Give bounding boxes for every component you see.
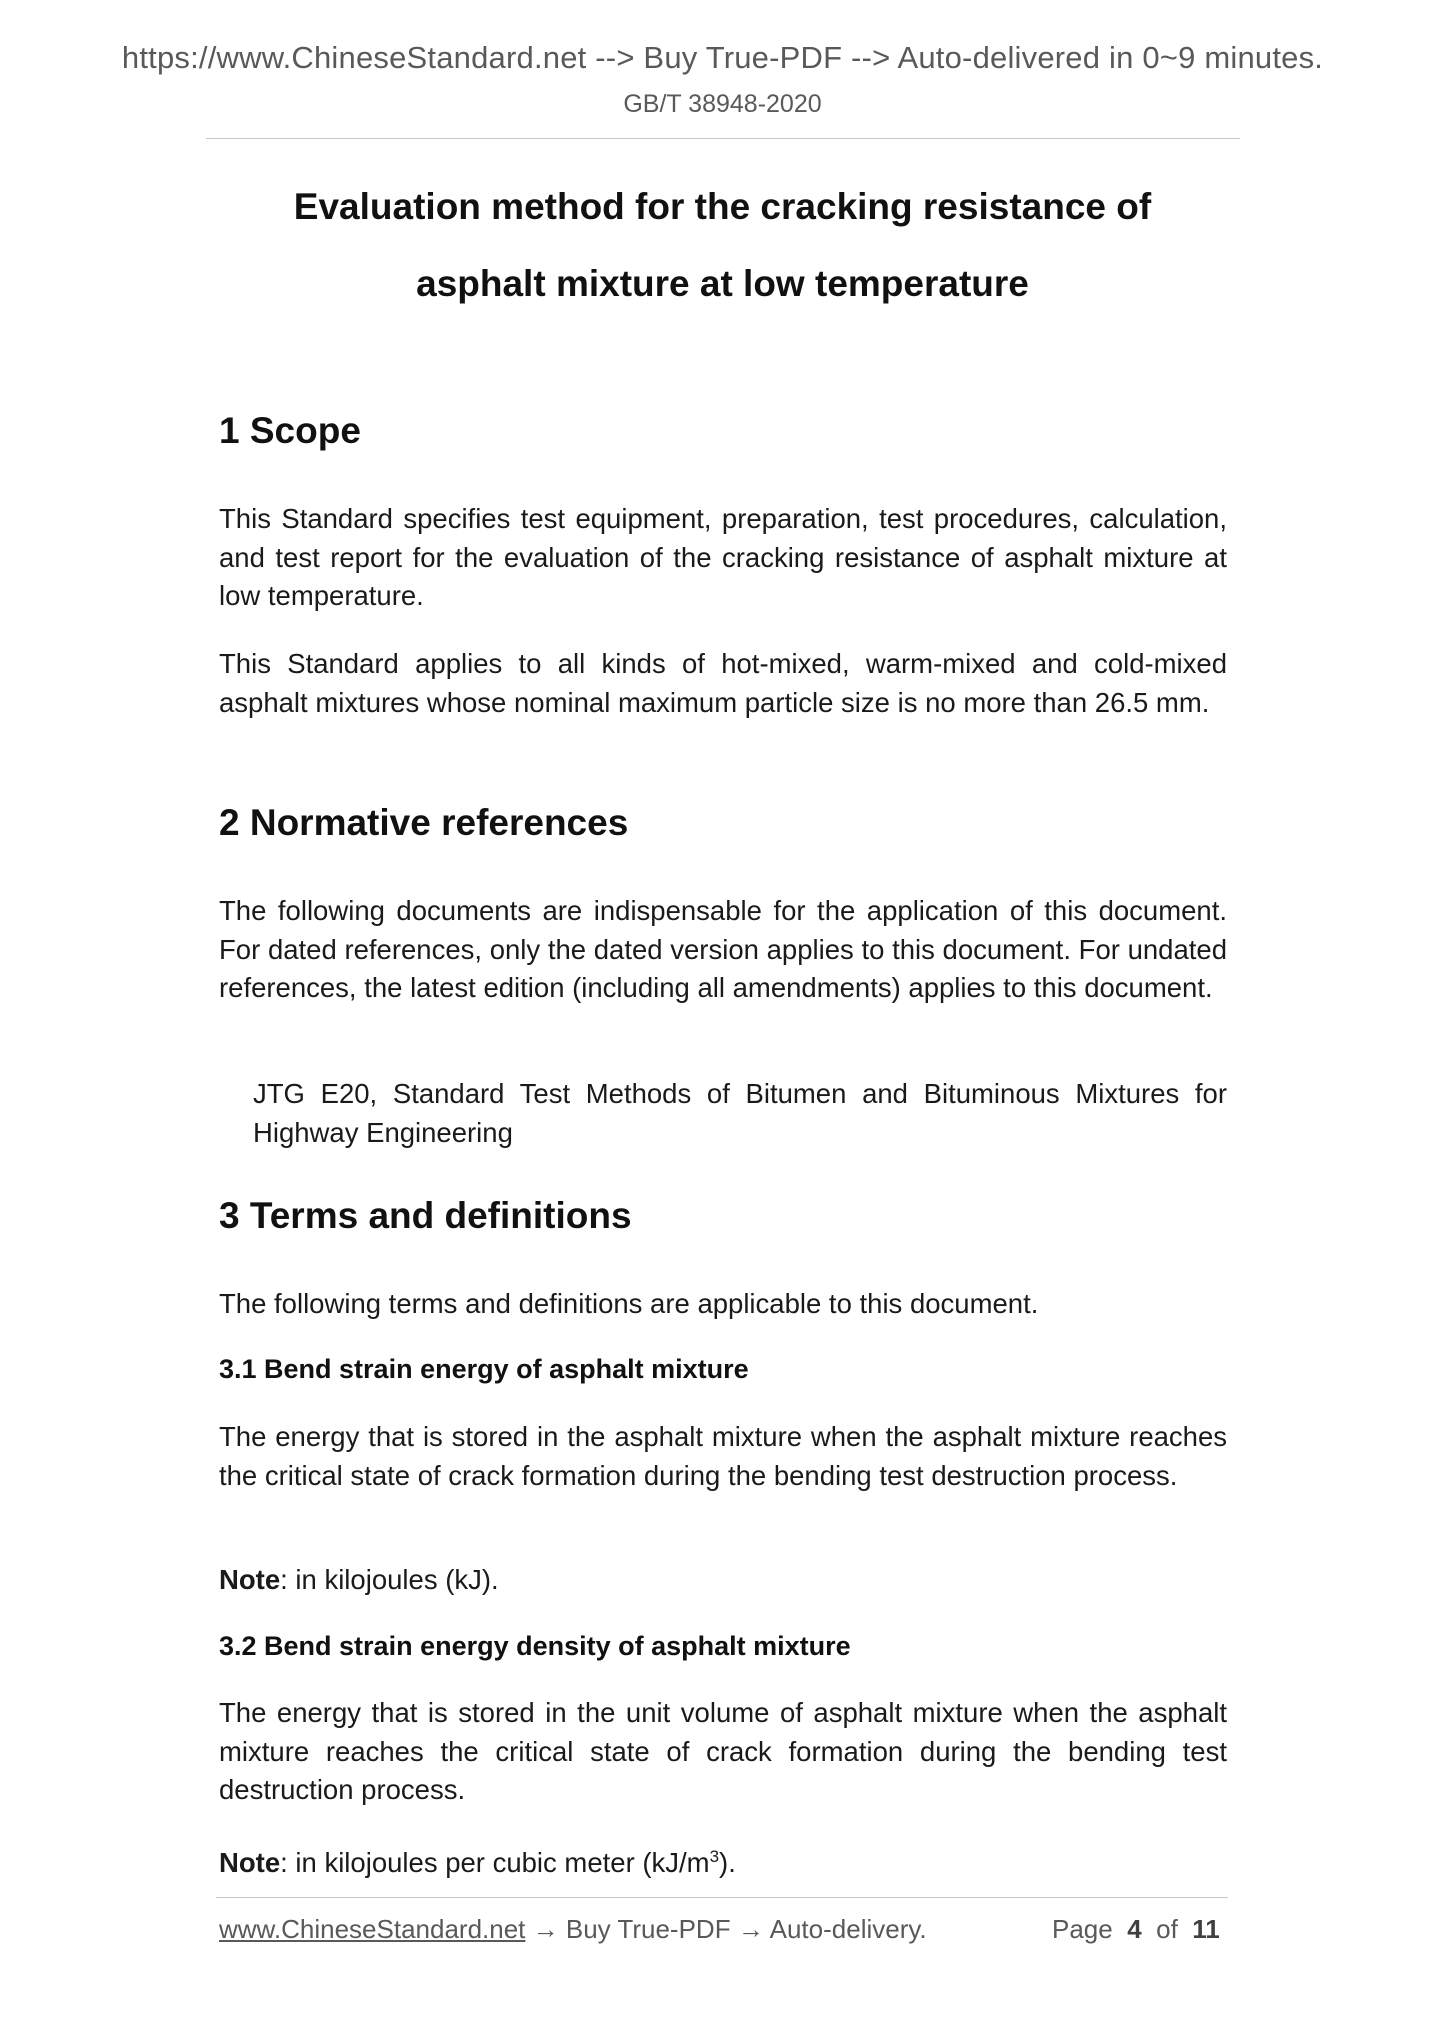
arrow-right-icon: → <box>532 1914 559 1944</box>
page-indicator <box>1052 1914 1220 1945</box>
note-text: : in kilojoules per cubic meter (kJ/m <box>280 1847 710 1879</box>
note-label: Note <box>219 1847 281 1879</box>
page-number: 4 <box>1127 1914 1142 1944</box>
of-label: of <box>1156 1914 1178 1944</box>
document-title-line-2: asphalt mixture at low temperature <box>416 263 1029 304</box>
term-3-2-definition: The energy that is stored in the unit volume of asphalt mixture when the asphalt mixture reaches the critical state of crack formation during the bending test destruction process. <box>219 1697 1227 1805</box>
term-3-1-note <box>219 1561 1227 1600</box>
section-heading-scope: 1 Scope <box>219 410 361 451</box>
footer-promo <box>219 1914 927 1945</box>
term-3-1-definition: The energy that is stored in the asphalt mixture when the asphalt mixture reaches the critical state of crack formation during the bending test destruction process. <box>219 1421 1227 1491</box>
note-end: ). <box>719 1847 736 1879</box>
page-label: Page <box>1052 1914 1113 1944</box>
footer-site-link[interactable]: www.ChineseStandard.net <box>219 1914 526 1944</box>
footer-divider <box>216 1897 1228 1898</box>
terms-intro-paragraph: The following terms and definitions are applicable to this document. <box>219 1288 1039 1319</box>
term-3-2-note <box>219 1838 1227 1883</box>
term-3-1-heading: 3.1 Bend strain energy of asphalt mixture <box>219 1354 749 1384</box>
note-superscript: 3 <box>709 1847 720 1866</box>
footer-auto-text: Auto-delivery. <box>769 1914 927 1944</box>
standard-code: GB/T 38948-2020 <box>623 90 822 118</box>
scope-paragraph-2: This Standard applies to all kinds of hot-mixed, warm-mixed and cold-mixed asphalt mixtures whose nominal maximum particle size is no more than 26.5 mm. <box>219 648 1227 718</box>
header-divider <box>206 138 1240 139</box>
normative-reference-item: JTG E20, Standard Test Methods of Bitumen and Bituminous Mixtures for Highway Engineering <box>253 1078 1227 1148</box>
note-label: Note <box>219 1564 281 1595</box>
page-total: 11 <box>1192 1914 1220 1944</box>
section-heading-normative-references: 2 Normative references <box>219 802 629 843</box>
term-3-2-heading: 3.2 Bend strain energy density of asphalt mixture <box>219 1631 851 1661</box>
document-title-line-1: Evaluation method for the cracking resistance of <box>293 186 1152 227</box>
normative-paragraph: The following documents are indispensable for the application of this document. For dated references, only the dated version applies to this document. For undated references, the latest edition (including all amendments) applies to this document. <box>219 895 1227 1003</box>
footer-buy-text: Buy True-PDF <box>565 1914 731 1944</box>
top-banner: https://www.ChineseStandard.net --> Buy True-PDF --> Auto-delivered in 0~9 minutes. <box>121 40 1324 75</box>
note-text: : in kilojoules (kJ). <box>280 1564 499 1595</box>
arrow-right-icon: → <box>737 1914 764 1944</box>
scope-paragraph-1: This Standard specifies test equipment, preparation, test procedures, calculation, and test report for the evaluation of the cracking resistance of asphalt mixture at low temperature. <box>219 503 1227 611</box>
section-heading-terms: 3 Terms and definitions <box>219 1195 632 1236</box>
